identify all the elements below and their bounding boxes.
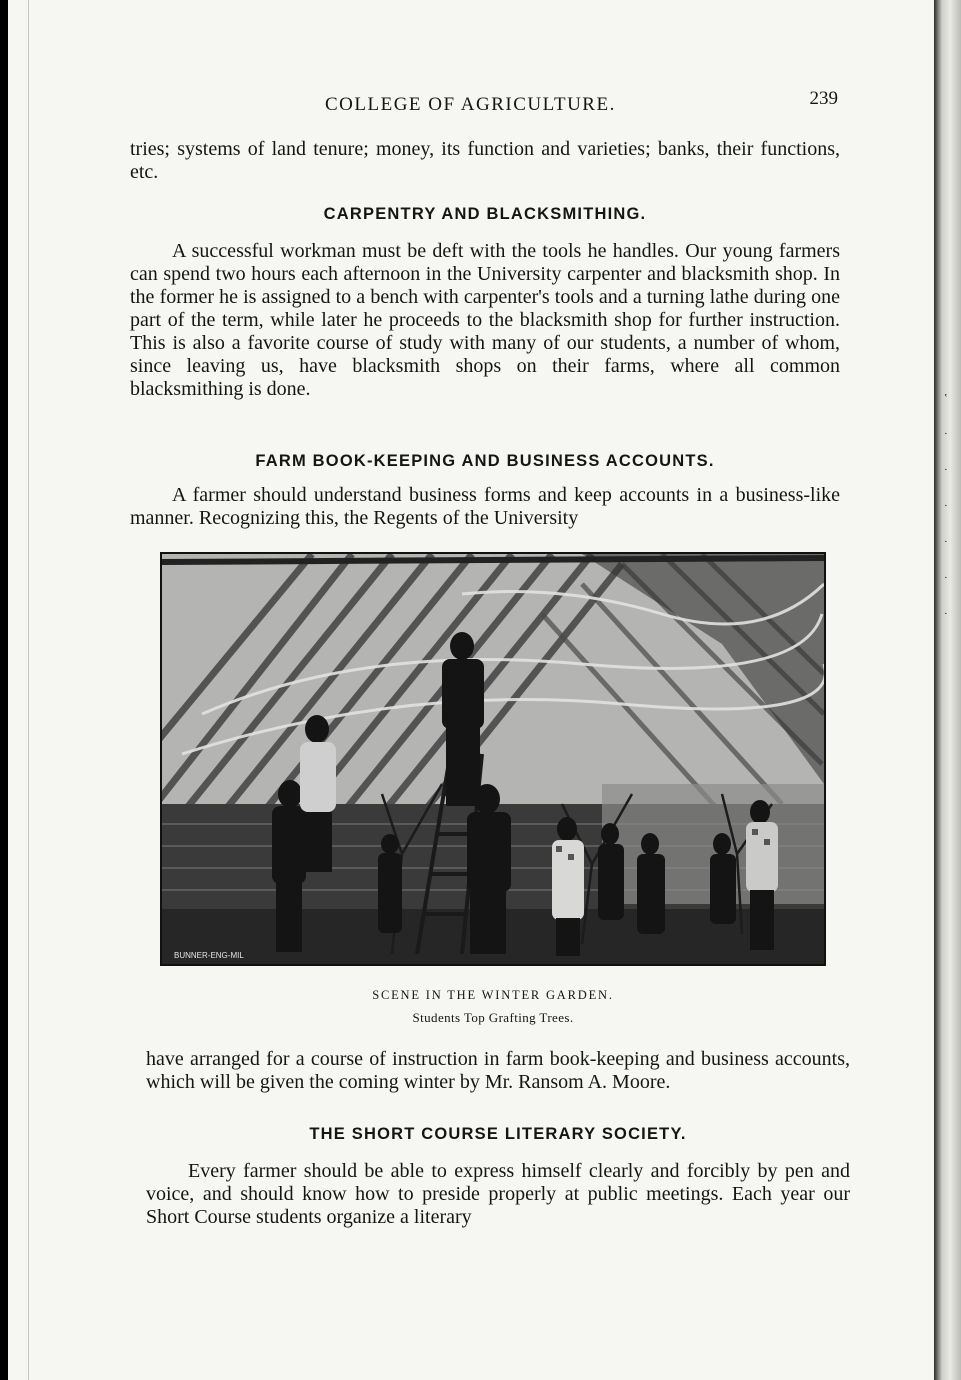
paragraph-bookkeeping-continued: have arranged for a course of instruction in farm book-keeping and business accounts, which will be given the coming winter by Mr. Ransom A. Moore.	[146, 1048, 850, 1093]
section-heading-bookkeeping: FARM BOOK-KEEPING AND BUSINESS ACCOUNTS.	[255, 452, 715, 470]
page-gutter-line	[28, 0, 29, 1380]
page-header	[120, 88, 840, 118]
intro-text	[130, 138, 840, 184]
intro-paragraph: tries; systems of land tenure; money, its function and varieties; banks, their functions, etc.	[130, 138, 840, 183]
paragraph-carpentry: A successful workman must be deft with the tools he handles. Our young farmers can spend two hours each afternoon in the University carpenter and blacksmith shop. In the former he is assigned to a bench with carpenter's tools and a turning lathe during one part of the term, while later he proceeds to the blacksmith shop for further instruction. This is also a favorite course of study with many of our students, a number of whom, since leaving us, have blacksmith shops on their farms, where all common blacksmithing is done.	[130, 240, 840, 400]
section-heading-carpentry: CARPENTRY AND BLACKSMITHING.	[323, 205, 647, 223]
winter-garden-photo	[160, 552, 826, 966]
page-number: 239	[809, 88, 838, 109]
paragraph-literary-society: Every farmer should be able to express himself clearly and forcibly by pen and voice, and should know how to preside properly at public meetings. Each year our Short Course students organize a literary	[146, 1160, 850, 1228]
section-body-literary-society	[146, 1160, 850, 1229]
section-body-carpentry	[130, 240, 840, 401]
figure-caption-title: SCENE IN THE WINTER GARDEN.	[372, 988, 614, 1002]
section-heading-literary-society: THE SHORT COURSE LITERARY SOCIETY.	[309, 1125, 687, 1143]
running-head: COLLEGE OF AGRICULTURE.	[325, 94, 616, 115]
section-body-bookkeeping-continued	[146, 1048, 850, 1094]
edge-marks: ‛ · · · · · ·	[944, 392, 948, 620]
page-edge-shadow	[934, 0, 961, 1380]
figure-caption-subtitle: Students Top Grafting Trees.	[412, 1010, 574, 1025]
paragraph-bookkeeping: A farmer should understand business forms and keep accounts in a business-like manner. Recognizing this, the Regents of the University	[130, 484, 840, 529]
section-body-bookkeeping	[130, 484, 840, 530]
engraver-mark: BUNNER-ENG-MIL	[174, 951, 244, 960]
